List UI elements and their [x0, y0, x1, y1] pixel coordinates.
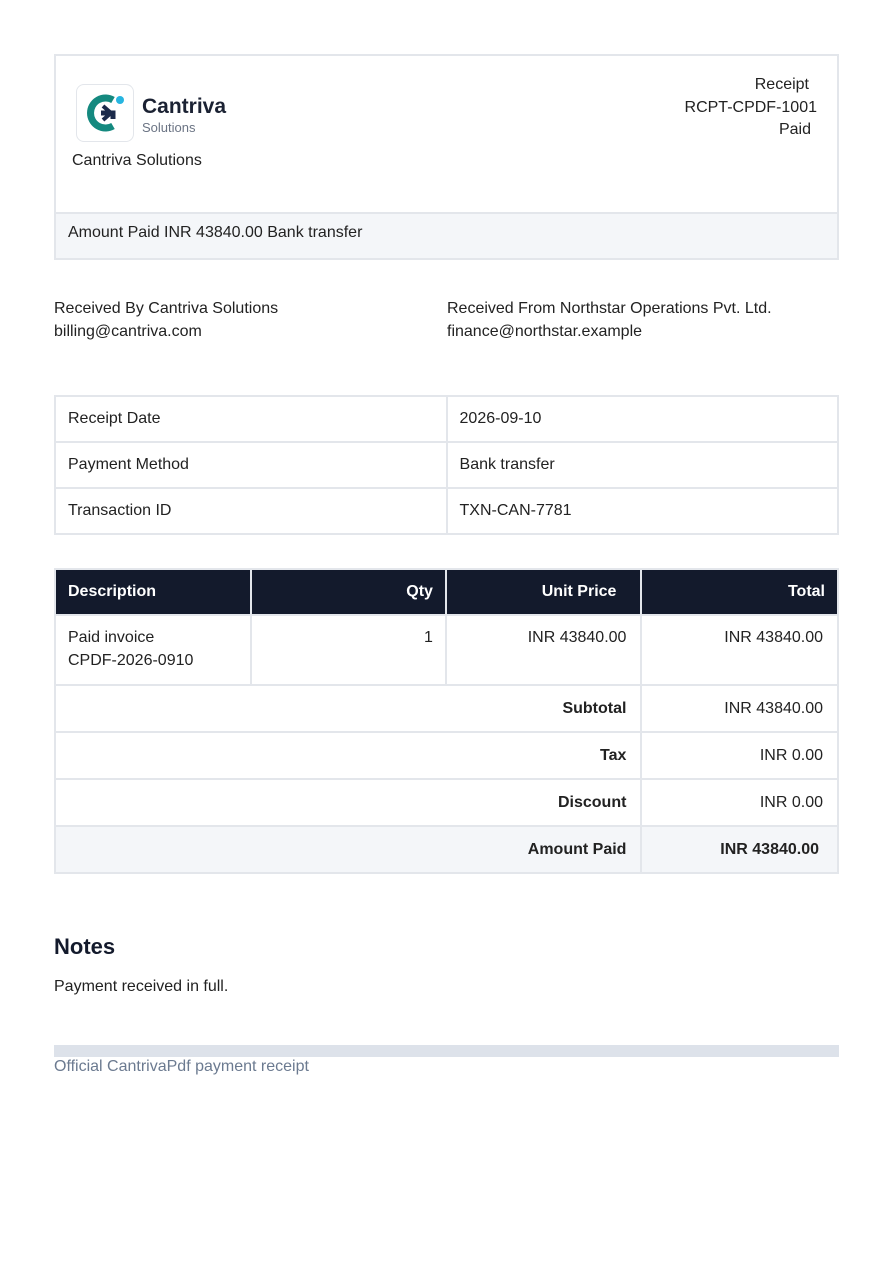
tax-row: [55, 732, 838, 779]
amount-summary-bar: Amount Paid INR 43840.00 Bank transfer: [54, 212, 839, 260]
header-description: Description: [55, 569, 251, 615]
company-name: Cantriva Solutions: [72, 152, 202, 169]
line-items-table: [54, 568, 839, 874]
subtotal-value: INR 43840.00: [641, 685, 838, 732]
tax-label: Tax: [55, 732, 641, 779]
received-by: [54, 298, 446, 343]
amount-paid-label: Amount Paid: [55, 826, 641, 873]
logo-subtitle: Solutions: [142, 120, 196, 135]
amount-paid-value: INR 43840.00: [641, 826, 838, 873]
item-description-line2: CPDF-2026-0910: [68, 652, 194, 669]
header-qty: Qty: [251, 569, 446, 615]
receipt-info-table: [54, 395, 839, 535]
discount-label: Discount: [55, 779, 641, 826]
header-total: Total: [641, 569, 838, 615]
header-unit-price: Unit Price: [446, 569, 642, 615]
notes-text: Payment received in full.: [54, 978, 229, 995]
received-from-email: finance@northstar.example: [447, 322, 643, 340]
logo-brand: Cantriva: [142, 95, 227, 118]
receipt-header: [54, 54, 839, 212]
info-value: Bank transfer: [447, 442, 838, 488]
info-row: [55, 396, 838, 442]
table-row: [55, 615, 838, 685]
item-unit-price: INR 43840.00: [446, 615, 642, 685]
item-description: [55, 615, 251, 685]
info-label: Receipt Date: [55, 396, 447, 442]
notes-title: Notes: [54, 934, 116, 959]
table-header-row: [55, 569, 838, 615]
info-row: [55, 442, 838, 488]
info-label: Payment Method: [55, 442, 447, 488]
discount-row: [55, 779, 838, 826]
info-value: 2026-09-10: [447, 396, 838, 442]
status-badge: Paid: [778, 121, 811, 138]
subtotal-row: [55, 685, 838, 732]
footer-text: Official CantrivaPdf payment receipt: [54, 1058, 309, 1075]
discount-value: INR 0.00: [641, 779, 838, 826]
receipt-page: [54, 54, 839, 1075]
received-by-name: Received By Cantriva Solutions: [54, 300, 279, 317]
subtotal-label: Subtotal: [55, 685, 641, 732]
logo-mark-icon: [83, 91, 127, 135]
item-description-line1: Paid invoice: [68, 629, 155, 646]
receipt-number: RCPT-CPDF-1001: [684, 98, 817, 116]
received-from: [447, 298, 839, 343]
info-row: [55, 488, 838, 534]
doc-type: Receipt: [754, 76, 809, 93]
info-value: TXN-CAN-7781: [447, 488, 838, 534]
footer-divider: [54, 1045, 839, 1057]
amount-paid-row: [55, 826, 838, 873]
tax-value: INR 0.00: [641, 732, 838, 779]
item-qty: 1: [251, 615, 446, 685]
info-label: Transaction ID: [55, 488, 447, 534]
received-from-name: Received From Northstar Operations Pvt. Ltd.: [447, 300, 772, 317]
receipt-meta: [685, 74, 817, 142]
received-by-email: billing@cantriva.com: [54, 322, 202, 340]
company-logo: [76, 84, 134, 142]
logo-wordmark: [142, 96, 226, 136]
item-total: INR 43840.00: [641, 615, 838, 685]
